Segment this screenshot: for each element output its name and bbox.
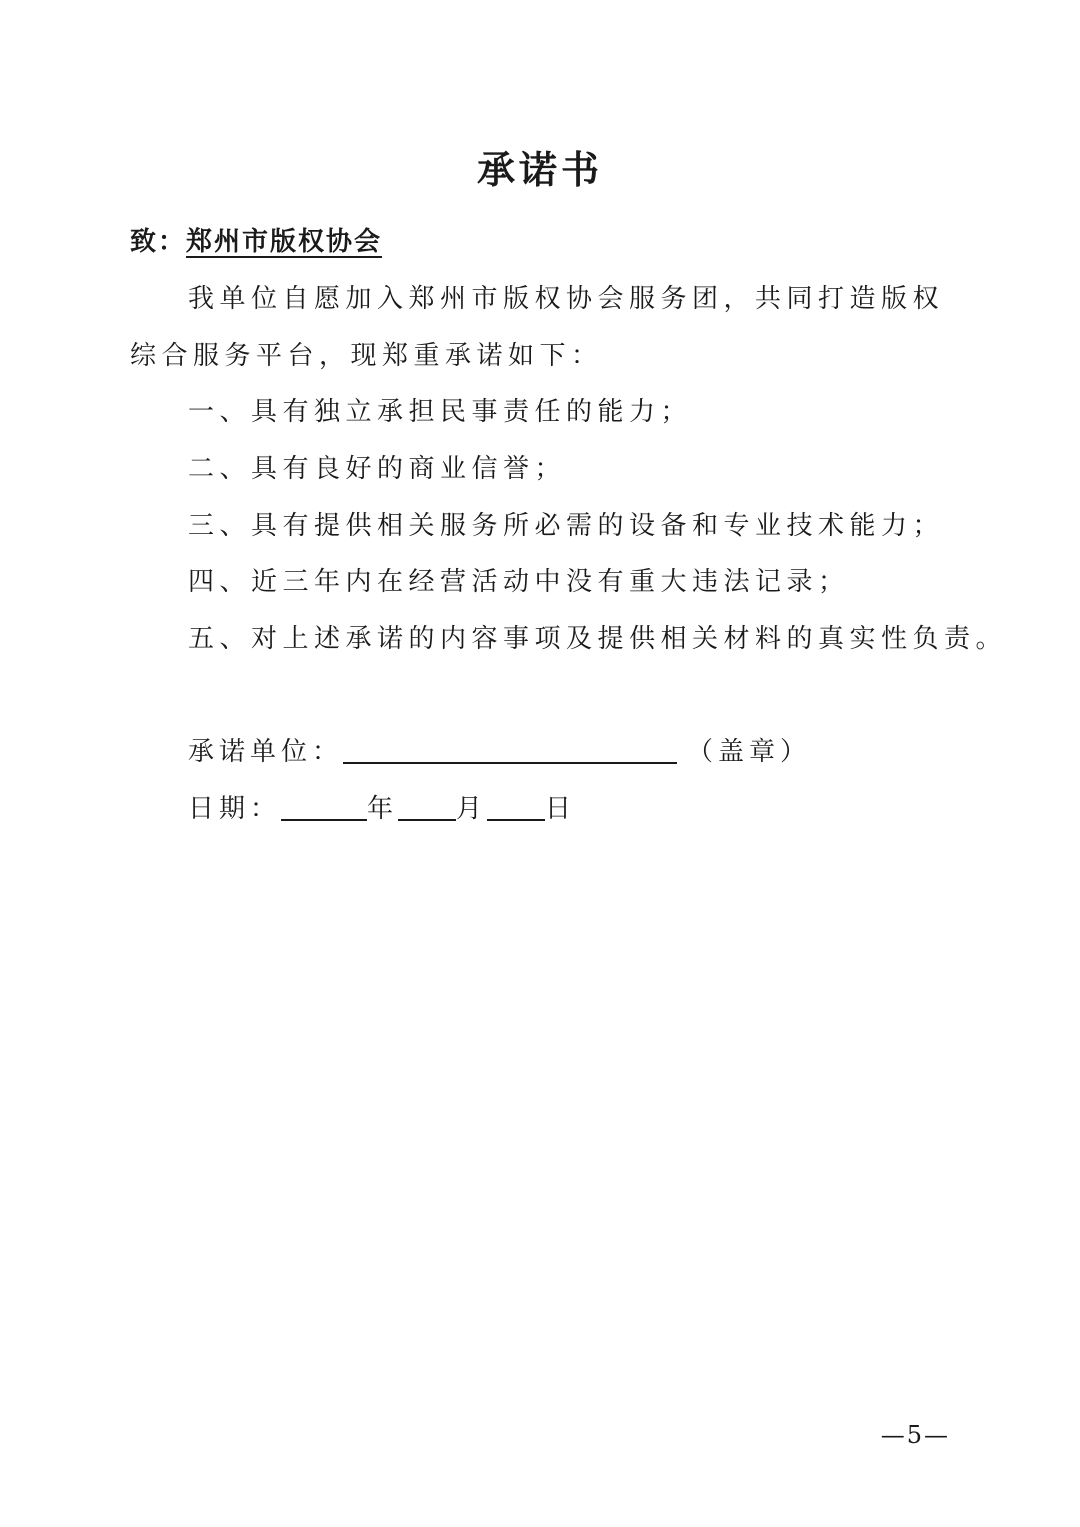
unit-label: 承诺单位： [188,737,344,767]
year-label: 年 [367,794,399,824]
year-blank-field[interactable] [281,789,367,821]
commitment-item-4: 四、近三年内在经营活动中没有重大违法记录； [188,567,850,597]
day-blank-field[interactable] [487,789,545,821]
month-label: 月 [456,794,488,824]
signature-date-line [188,781,576,838]
unit-blank-field[interactable] [343,732,677,764]
month-blank-field[interactable] [398,789,456,821]
intro-paragraph: 我单位自愿加入郑州市版权协会服务团，共同打造版权综合服务平台，现郑重承诺如下： [130,284,945,371]
day-label: 日 [545,794,577,824]
commitment-item-3: 三、具有提供相关服务所必需的设备和专业技术能力； [188,511,945,541]
addressee-org: 郑州市版权协会 [186,227,383,257]
page-number: —5— [880,1421,950,1449]
signature-unit-line [188,724,811,781]
addressee-line [130,222,382,262]
commitment-item-1: 一、具有独立承担民事责任的能力； [188,397,693,427]
commitment-item-5: 五、对上述承诺的内容事项及提供相关材料的真实性负责。 [188,624,1008,654]
seal-note: （盖章） [687,737,812,767]
commitment-item-2: 二、具有良好的商业信誉； [188,454,567,484]
addressee-prefix: 致： [130,227,187,257]
date-label: 日期： [188,794,282,824]
document-title: 承诺书 [476,147,603,192]
